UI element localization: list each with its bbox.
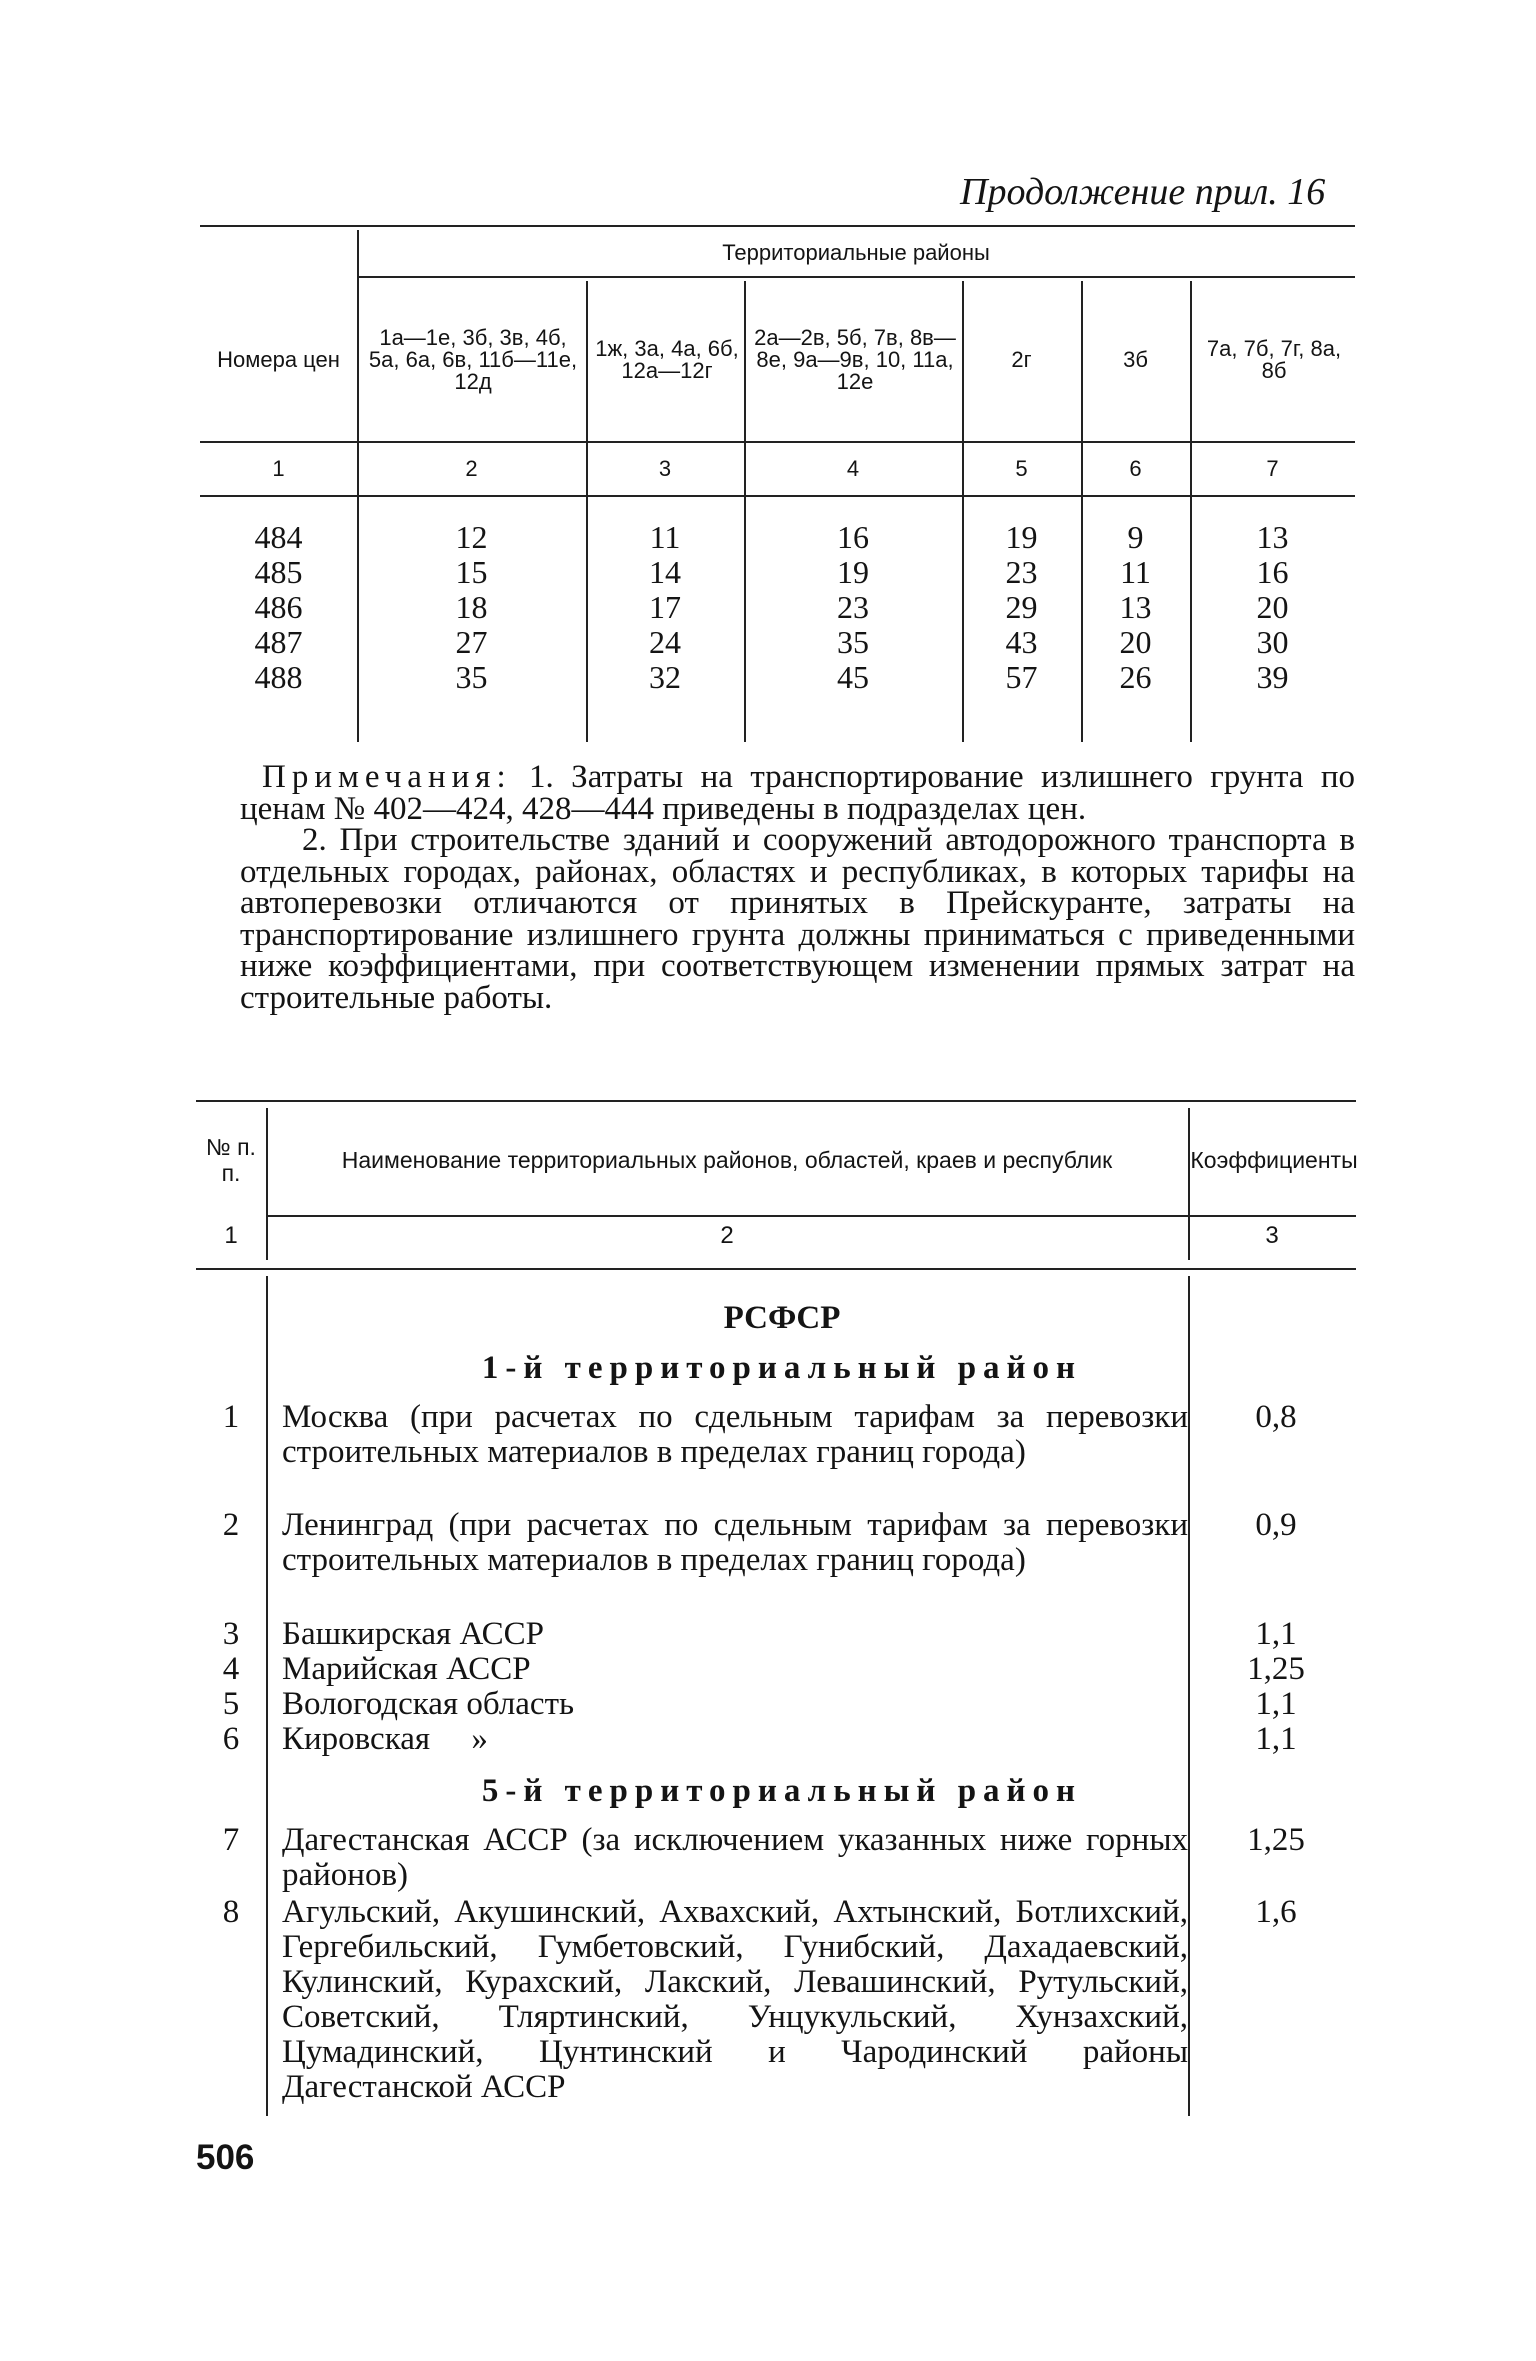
value-cell: 19 bbox=[1005, 519, 1038, 555]
header-district-name: Наименование территориальных районов, областей, краев и республик bbox=[341, 1147, 1113, 1173]
value-cell: 23 bbox=[1005, 554, 1038, 590]
coefficient-value: 1,25 bbox=[1247, 1651, 1305, 1687]
district-name: Дагестанская АССР (за исключением указанных ниже горных районов) bbox=[282, 1822, 1188, 1893]
page-number: 506 bbox=[196, 2138, 255, 2177]
row-number: 5 bbox=[222, 1686, 240, 1722]
value-cell: 45 bbox=[837, 659, 869, 695]
running-title: Продолжение прил. 16 bbox=[960, 171, 1326, 213]
row-number: 1 bbox=[222, 1399, 240, 1435]
district-name: Агульский, Акушинский, Ахвахский, Ахтынский, Ботлихский, Гергебильский, Гумбетовский, Гунибский, Дахадаевский, Кулинский, Курахский, Лакский, Левашинский, Рутульский, Советский, Тляртинский, Унцукульский, Хунзахский, Цумадинский, Цунтинский и Чародинский районы Дагестанской АССР bbox=[282, 1894, 1188, 2105]
col-number: 1 bbox=[272, 456, 285, 481]
col-number: 4 bbox=[846, 456, 860, 481]
coefficient-value: 0,9 bbox=[1255, 1507, 1297, 1543]
value-cell: 39 bbox=[1256, 659, 1289, 695]
col-number: 3 bbox=[1265, 1222, 1279, 1249]
notes-label: Примечания: bbox=[262, 759, 512, 795]
coefficient-value: 1,6 bbox=[1255, 1894, 1297, 1930]
row-number: 6 bbox=[222, 1721, 240, 1757]
value-cell: 20 bbox=[1119, 624, 1152, 660]
section-title-1: 1-й территориальный район bbox=[481, 1350, 1083, 1386]
header-price-numbers: Номера цен bbox=[217, 347, 340, 372]
value-cell: 24 bbox=[649, 624, 681, 660]
row-number: 7 bbox=[222, 1822, 240, 1858]
value-cell: 12 bbox=[455, 519, 488, 555]
value-cell: 43 bbox=[1005, 624, 1038, 660]
value-cell: 18 bbox=[455, 589, 488, 625]
district-name: Москва (при расчетах по сдельным тарифам за перевозки строительных материалов в пределах границ города) bbox=[282, 1399, 1188, 1470]
header-col6: 3б bbox=[1123, 347, 1148, 372]
col-number: 2 bbox=[465, 456, 478, 481]
header-col3: 1ж, 3а, 4а, 6б, 12а—12г bbox=[595, 336, 739, 383]
value-cell: 19 bbox=[837, 554, 869, 590]
district-name: Башкирская АССР bbox=[282, 1616, 545, 1652]
coefficient-value: 1,1 bbox=[1255, 1721, 1297, 1757]
header-row-number: № п. п. bbox=[206, 1134, 256, 1186]
district-coefficients-table bbox=[196, 1100, 1356, 2120]
notes bbox=[240, 759, 1356, 1016]
coefficient-value: 1,1 bbox=[1255, 1616, 1297, 1652]
price-coefficient-table bbox=[200, 225, 1355, 745]
price-number-cell: 487 bbox=[254, 624, 303, 660]
republic-title: РСФСР bbox=[723, 1300, 841, 1336]
district-name: Марийская АССР bbox=[282, 1651, 531, 1687]
col-number: 3 bbox=[658, 456, 672, 481]
row-number: 4 bbox=[222, 1651, 240, 1687]
value-cell: 30 bbox=[1256, 624, 1289, 660]
value-cell: 13 bbox=[1119, 589, 1152, 625]
value-cell: 27 bbox=[455, 624, 488, 660]
header-col5: 2г bbox=[1011, 347, 1032, 372]
header-col4: 2а—2в, 5б, 7в, 8в—8е, 9а—9в, 10, 11а, 12е bbox=[754, 325, 956, 394]
note-1: 1. Затраты на транспортирование излишнего грунта по ценам № 402—424, 428—444 приведены в подразделах цен. bbox=[240, 759, 1356, 827]
value-cell: 20 bbox=[1256, 589, 1289, 625]
coefficient-value: 1,25 bbox=[1247, 1822, 1305, 1858]
value-cell: 11 bbox=[1120, 554, 1151, 590]
price-number-cell: 488 bbox=[254, 659, 303, 695]
note-2: 2. При строительстве зданий и сооружений автодорожного транспорта в отдельных городах, районах, областях и республиках, в которых тарифы на автоперевозки отличаются от принятых в Прейскуранте, затраты на транспортирование излишнего грунта должны приниматься с приведенными ниже коэффициентами, при соответствующем изменении прямых затрат на строительные работы. bbox=[240, 822, 1355, 1016]
value-cell: 32 bbox=[649, 659, 681, 695]
district-name: Ленинград (при расчетах по сдельным тарифам за перевозки строительных материалов в пределах границ города) bbox=[282, 1507, 1188, 1578]
col-number: 6 bbox=[1129, 456, 1142, 481]
col-number: 5 bbox=[1015, 456, 1028, 481]
col-number: 7 bbox=[1266, 456, 1279, 481]
value-cell: 14 bbox=[649, 554, 681, 590]
value-cell: 13 bbox=[1256, 519, 1289, 555]
header-territorial-districts: Территориальные районы bbox=[722, 240, 990, 265]
price-number-cell: 485 bbox=[254, 554, 303, 590]
value-cell: 9 bbox=[1127, 519, 1144, 555]
value-cell: 26 bbox=[1119, 659, 1152, 695]
value-cell: 29 bbox=[1005, 589, 1038, 625]
district-name: Кировская » bbox=[282, 1721, 488, 1757]
section-title-5: 5-й территориальный район bbox=[481, 1773, 1083, 1809]
value-cell: 35 bbox=[455, 659, 488, 695]
value-cell: 11 bbox=[649, 519, 681, 555]
district-name: Вологодская область bbox=[282, 1686, 575, 1722]
row-number: 8 bbox=[222, 1894, 240, 1930]
value-cell: 57 bbox=[1005, 659, 1038, 695]
row-number: 2 bbox=[222, 1507, 240, 1543]
header-col7: 7а, 7б, 7г, 8а, 8б bbox=[1206, 336, 1342, 383]
price-number-cell: 486 bbox=[254, 589, 303, 625]
header-col2: 1а—1е, 3б, 3в, 4б, 5а, 6а, 6в, 11б—11е, 12д bbox=[368, 325, 578, 394]
value-cell: 16 bbox=[1256, 554, 1289, 590]
value-cell: 17 bbox=[649, 589, 681, 625]
price-number-cell: 484 bbox=[254, 519, 303, 555]
coefficient-value: 1,1 bbox=[1255, 1686, 1297, 1722]
value-cell: 23 bbox=[837, 589, 869, 625]
col-number: 1 bbox=[224, 1222, 238, 1249]
col-number: 2 bbox=[720, 1222, 734, 1249]
coefficient-value: 0,8 bbox=[1255, 1399, 1297, 1435]
row-number: 3 bbox=[222, 1616, 240, 1652]
value-cell: 35 bbox=[837, 624, 869, 660]
value-cell: 15 bbox=[455, 554, 488, 590]
value-cell: 16 bbox=[837, 519, 869, 555]
header-coefficients: Коэффициенты bbox=[1190, 1147, 1358, 1173]
